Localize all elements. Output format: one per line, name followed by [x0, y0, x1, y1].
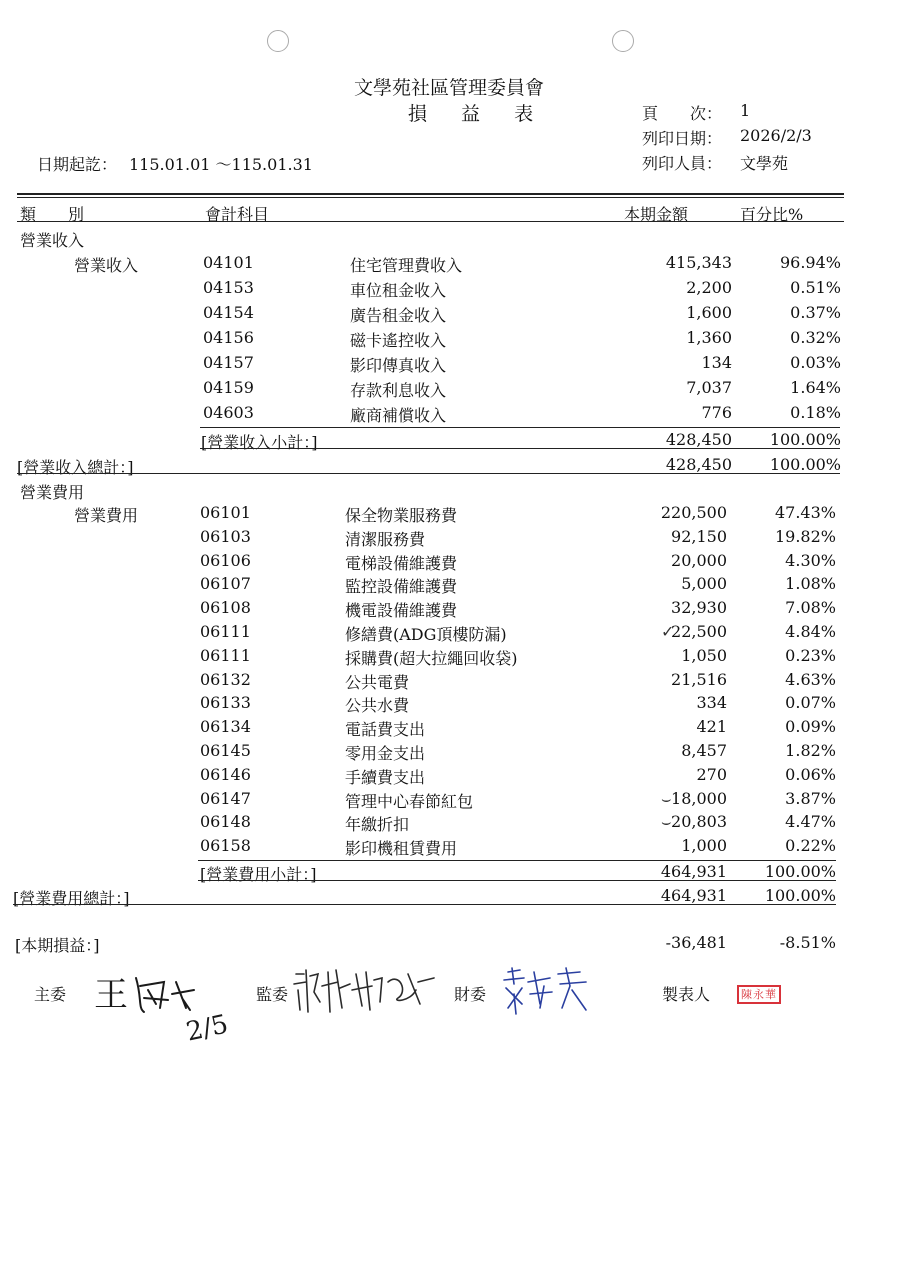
- print-date: 2026/2/3: [740, 126, 812, 145]
- expense-subtotal-underline: [198, 880, 836, 881]
- chair-label: 主委: [34, 985, 67, 1004]
- account-code: 06106: [200, 550, 251, 570]
- account-code: 06111: [200, 645, 251, 665]
- account-name: 磁卡遙控收入: [350, 331, 447, 350]
- account-name: 住宅管理費收入: [350, 256, 463, 275]
- col-amount: 本期金額: [624, 205, 689, 224]
- expense-total-percent: 100.00%: [764, 886, 836, 905]
- amount: 421: [696, 717, 727, 737]
- account-name: 零用金支出: [345, 744, 426, 763]
- income-total-underline: [17, 473, 840, 474]
- percent: 4.63%: [785, 669, 836, 689]
- preparer-label: 製表人: [662, 985, 711, 1004]
- income-group-label: 營業收入: [74, 256, 139, 275]
- amount: 32,930: [671, 598, 727, 618]
- header-double-line-top: [17, 193, 844, 195]
- amount: 1,600: [686, 303, 732, 322]
- account-name: 公共水費: [345, 696, 410, 716]
- account-code: 06133: [200, 693, 251, 713]
- expense-group-label: 營業費用: [74, 506, 139, 525]
- amount: 1,050: [681, 645, 727, 665]
- preparer-stamp: [737, 985, 781, 1004]
- printer-label: 列印人員：: [642, 154, 723, 173]
- account-code: 04154: [203, 303, 254, 322]
- percent: 0.09%: [785, 717, 836, 737]
- account-code: 04101: [203, 253, 254, 272]
- amount: 20,000: [671, 550, 727, 570]
- account-code: 06134: [200, 717, 251, 737]
- amount: 334: [696, 693, 727, 713]
- income-total-label: [營業收入總計：]: [17, 458, 134, 477]
- income-total-amount: 428,450: [665, 455, 732, 474]
- percent: 1.82%: [785, 741, 836, 760]
- account-code: 04156: [203, 328, 254, 347]
- account-code: 06111: [200, 622, 251, 641]
- amount: 776: [701, 403, 732, 422]
- percent: 1.64%: [790, 378, 841, 397]
- expense-total-underline: [13, 904, 836, 905]
- check-mark: ✓: [661, 622, 675, 641]
- amount: 92,150: [671, 526, 727, 546]
- percent: 0.32%: [790, 328, 841, 347]
- header-double-line-bottom: [17, 197, 844, 198]
- percent: 96.94%: [779, 253, 841, 272]
- account-name: 影印傳真收入: [350, 356, 447, 375]
- account-name: 影印機租賃費用: [345, 839, 458, 859]
- amount: 18,000: [671, 788, 727, 808]
- percent: 4.84%: [785, 622, 836, 641]
- finance-signature: [500, 964, 600, 1028]
- income-subtotal-percent: 100.00%: [769, 430, 841, 449]
- expense-subtotal-amount: 464,931: [660, 862, 727, 881]
- amount: 1,000: [681, 836, 727, 856]
- amount: 415,343: [665, 253, 732, 272]
- expense-subtotal-line: [198, 860, 836, 861]
- account-name: 存款利息收入: [350, 381, 447, 400]
- amount: 7,037: [686, 378, 732, 397]
- account-code: 06132: [200, 669, 251, 689]
- col-account: 會計科目: [205, 205, 270, 224]
- account-code: 06107: [200, 574, 251, 594]
- punch-hole-right: [612, 30, 634, 52]
- account-name: 年繳折扣: [345, 815, 410, 835]
- amount: 220,500: [660, 503, 727, 522]
- chair-signature-char: 王: [94, 975, 128, 1015]
- percent: 0.22%: [785, 836, 836, 856]
- net-income-percent: -8.51%: [779, 933, 836, 952]
- expense-subtotal-percent: 100.00%: [764, 862, 836, 881]
- percent: 0.51%: [790, 278, 841, 297]
- account-code: 06145: [200, 741, 251, 760]
- net-income-amount: -36,481: [665, 933, 727, 952]
- income-total-percent: 100.00%: [769, 455, 841, 474]
- account-code: 04157: [203, 353, 254, 372]
- account-code: 04153: [203, 278, 254, 297]
- amount: 5,000: [681, 574, 727, 594]
- punch-hole-left: [267, 30, 289, 52]
- income-section-title: 營業收入: [20, 231, 85, 250]
- percent: 0.07%: [785, 693, 836, 713]
- column-header-underline: [17, 221, 844, 222]
- account-code: 06148: [200, 812, 251, 832]
- col-percent: 百分比%: [740, 205, 804, 224]
- expense-total-amount: 464,931: [660, 886, 727, 905]
- percent: 3.87%: [785, 788, 836, 808]
- expense-subtotal-label: [營業費用小計：]: [200, 865, 317, 884]
- percent: 0.06%: [785, 764, 836, 784]
- amount: 134: [701, 353, 732, 372]
- percent: 7.08%: [785, 598, 836, 618]
- amount: 2,200: [686, 278, 732, 297]
- percent: 4.30%: [785, 550, 836, 570]
- account-name: 機電設備維護費: [345, 601, 458, 621]
- page-number: 1: [740, 101, 751, 120]
- percent: 0.37%: [790, 303, 841, 322]
- check-mark: ⌣: [661, 812, 672, 832]
- account-code: 04603: [203, 403, 254, 422]
- expense-section-title: 營業費用: [20, 483, 85, 502]
- account-code: 06147: [200, 788, 251, 808]
- net-income-label: [本期損益：]: [15, 936, 100, 955]
- expense-total-label: [營業費用總計：]: [13, 889, 130, 908]
- supervisor-signature: [290, 962, 440, 1026]
- account-name: 車位租金收入: [350, 281, 447, 300]
- percent: 1.08%: [785, 574, 836, 594]
- report-title: 損 益 表: [408, 103, 548, 125]
- percent: 47.43%: [774, 503, 836, 522]
- account-code: 06146: [200, 764, 251, 784]
- account-code: 06158: [200, 836, 251, 856]
- percent: 19.82%: [774, 526, 836, 546]
- print-date-label: 列印日期：: [642, 129, 723, 148]
- amount: 22,500: [671, 622, 727, 641]
- account-name: 電話費支出: [345, 720, 426, 740]
- account-code: 06103: [200, 526, 251, 546]
- account-code: 06108: [200, 598, 251, 618]
- check-mark: ⌣: [661, 788, 672, 808]
- account-name: 保全物業服務費: [345, 506, 458, 525]
- supervisor-label: 監委: [256, 985, 289, 1004]
- account-code: 06101: [200, 503, 251, 522]
- account-name: 清潔服務費: [345, 529, 426, 549]
- percent: 4.47%: [785, 812, 836, 832]
- account-name: 公共電費: [345, 672, 410, 692]
- finance-label: 財委: [454, 985, 487, 1004]
- col-category: 類 別: [20, 205, 85, 224]
- amount: 270: [696, 764, 727, 784]
- account-name: 監控設備維護費: [345, 577, 458, 597]
- amount: 21,516: [671, 669, 727, 689]
- amount: 8,457: [681, 741, 727, 760]
- income-subtotal-line: [200, 427, 840, 428]
- account-name: 電梯設備維護費: [345, 553, 458, 573]
- account-name: 廠商補償收入: [350, 406, 447, 425]
- account-name: 手續費支出: [345, 767, 426, 787]
- amount: 20,803: [671, 812, 727, 832]
- amount: 1,360: [686, 328, 732, 347]
- account-name: 修繕費(ADG頂樓防漏): [345, 625, 507, 644]
- date-range-label: 日期起訖：: [37, 155, 118, 174]
- date-range: 115.01.01 ～115.01.31: [129, 155, 313, 174]
- percent: 0.23%: [785, 645, 836, 665]
- chair-signature: [90, 968, 250, 1052]
- account-name: 採購費(超大拉繩回收袋): [345, 648, 518, 668]
- account-name: 廣告租金收入: [350, 306, 447, 325]
- preparer-stamp-text: 陳永華: [741, 988, 777, 1001]
- page-label: 頁 次：: [642, 104, 723, 123]
- income-subtotal-amount: 428,450: [665, 430, 732, 449]
- percent: 0.18%: [790, 403, 841, 422]
- org-title: 文學苑社區管理委員會: [354, 77, 545, 99]
- income-subtotal-underline: [200, 448, 840, 449]
- income-subtotal-label: [營業收入小計：]: [201, 433, 318, 452]
- printer-name: 文學苑: [740, 154, 789, 173]
- account-name: 管理中心春節紅包: [345, 791, 474, 811]
- percent: 0.03%: [790, 353, 841, 372]
- chair-sign-date: 2/5: [183, 1009, 231, 1048]
- account-code: 04159: [203, 378, 254, 397]
